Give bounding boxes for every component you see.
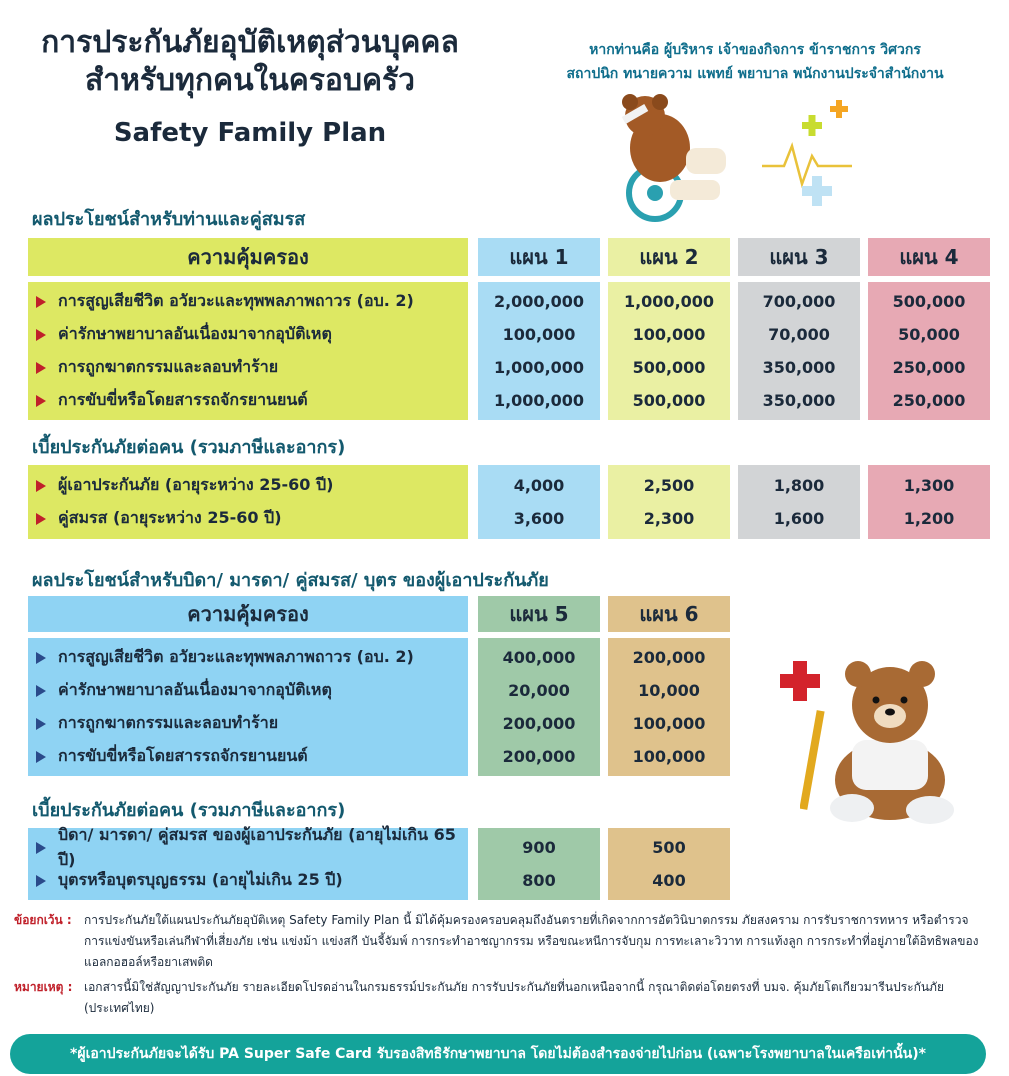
section2-heading: ผลประโยชน์สำหรับบิดา/ มารดา/ คู่สมรส/ บุตร ของผู้เอาประกันภัย xyxy=(32,570,549,591)
section1-premium-labels xyxy=(28,465,468,539)
red-triangle-icon xyxy=(36,362,46,374)
table-cell: 500,000 xyxy=(632,391,706,410)
section2-premium-heading: เบี้ยประกันภัยต่อคน (รวมภาษีและอากร) xyxy=(32,800,346,821)
table-cell: 100,000 xyxy=(632,747,706,766)
page-title xyxy=(40,24,460,100)
table-cell: 400 xyxy=(652,871,686,890)
list-item: การขับขี่หรือโดยสารรถจักรยานยนต์ xyxy=(28,384,468,417)
table-cell: 2,000,000 xyxy=(493,292,585,311)
plan2-values xyxy=(608,282,730,420)
table-cell: 400,000 xyxy=(502,648,576,667)
title-line-2: สำหรับทุกคนในครอบครัว xyxy=(84,63,416,98)
notes xyxy=(14,910,999,1019)
table-cell: 2,500 xyxy=(643,476,695,495)
section2-premium-labels xyxy=(28,824,468,900)
red-triangle-icon xyxy=(36,480,46,492)
blue-triangle-icon xyxy=(36,718,46,730)
plan4-header: แผน 4 xyxy=(868,238,990,276)
table-cell: 2,300 xyxy=(643,509,695,528)
table-cell: 1,600 xyxy=(773,509,825,528)
plan1-premiums xyxy=(478,465,600,539)
list-item: การถูกฆาตกรรมและลอบทำร้าย xyxy=(28,707,468,740)
plan3-header: แผน 3 xyxy=(738,238,860,276)
plan5-premiums xyxy=(478,828,600,900)
table-cell: 1,000,000 xyxy=(623,292,715,311)
list-item: บิดา/ มารดา/ คู่สมรส ของผู้เอาประกันภัย (อายุไม่เกิน 65 ปี) xyxy=(28,831,468,864)
plan1-values xyxy=(478,282,600,420)
remark-text: เอกสารนี้มิใช่สัญญาประกันภัย รายละเอียดโปรดอ่านในกรมธรรม์ประกันภัย การรับประกันภัยที่นอกเหนือจากนี้ กรุณาติดต่อโดยตรงที่ บมจ. คุ้มภัยโตเกียวมารีนประกันภัย (ประเทศไทย) xyxy=(84,980,944,1015)
table-cell: 200,000 xyxy=(502,747,576,766)
table-cell: 1,000,000 xyxy=(493,358,585,377)
table-cell: 500 xyxy=(652,838,686,857)
list-item: คู่สมรส (อายุระหว่าง 25-60 ปี) xyxy=(28,502,468,535)
table-cell: 200,000 xyxy=(632,648,706,667)
plan1-header: แผน 1 xyxy=(478,238,600,276)
plan6-values xyxy=(608,638,730,776)
table-cell: 100,000 xyxy=(632,325,706,344)
table-cell: 800 xyxy=(522,871,556,890)
table-cell: 900 xyxy=(522,838,556,857)
table-cell: 250,000 xyxy=(892,358,966,377)
section1-heading: ผลประโยชน์สำหรับท่านและคู่สมรส xyxy=(32,209,306,230)
table-cell: 3,600 xyxy=(513,509,565,528)
plan2-premiums xyxy=(608,465,730,539)
section1-premium-heading: เบี้ยประกันภัยต่อคน (รวมภาษีและอากร) xyxy=(32,437,346,458)
title-english: Safety Family Plan xyxy=(113,118,387,148)
plan6-header: แผน 6 xyxy=(608,596,730,632)
list-item: ค่ารักษาพยาบาลอันเนื่องมาจากอุบัติเหตุ xyxy=(28,318,468,351)
table-cell: 500,000 xyxy=(892,292,966,311)
table-cell: 1,800 xyxy=(773,476,825,495)
table-cell: 350,000 xyxy=(762,358,836,377)
plan6-premiums xyxy=(608,828,730,900)
teddy-bear-crutch-icon xyxy=(800,660,970,830)
teddy-bear-wheelchair-icon xyxy=(600,88,740,228)
table-cell: 700,000 xyxy=(762,292,836,311)
table-cell: 200,000 xyxy=(502,714,576,733)
red-triangle-icon xyxy=(36,395,46,407)
blue-triangle-icon xyxy=(36,875,46,887)
plan5-values xyxy=(478,638,600,776)
list-item: การสูญเสียชีวิต อวัยวะและทุพพลภาพถาวร (อบ. 2) xyxy=(28,641,468,674)
table-cell: 100,000 xyxy=(632,714,706,733)
table-cell: 1,300 xyxy=(903,476,955,495)
plan5-header: แผน 5 xyxy=(478,596,600,632)
blue-triangle-icon xyxy=(36,685,46,697)
plan4-premiums xyxy=(868,465,990,539)
plan3-premiums xyxy=(738,465,860,539)
table-cell: 250,000 xyxy=(892,391,966,410)
table-cell: 350,000 xyxy=(762,391,836,410)
table-cell: 20,000 xyxy=(508,681,570,700)
exclusion-note xyxy=(14,910,999,973)
remark-note xyxy=(14,977,999,1019)
list-item: การขับขี่หรือโดยสารรถจักรยานยนต์ xyxy=(28,740,468,773)
blue-triangle-icon xyxy=(36,751,46,763)
footer-banner: *ผู้เอาประกันภัยจะได้รับ PA Super Safe Card รับรองสิทธิรักษาพยาบาล โดยไม่ต้องสำรองจ่ายไปก่อน (เฉพาะโรงพยาบาลในเครือเท่านั้น)* xyxy=(10,1034,986,1074)
target-audience xyxy=(520,38,990,86)
exclusion-label: ข้อยกเว้น : xyxy=(14,913,72,927)
exclusion-text: การประกันภัยใต้แผนประกันภัยอุบัติเหตุ Safety Family Plan นี้ มิได้คุ้มครองครอบคลุมถึงอันตรายที่เกิดจากการอัตวินิบาตกรรม ภัยสงคราม การรับราชการทหาร หรือตำรวจ การแข่งขันหรือเล่นกีฬาที่เสี่ยงภัย เช่น แข่งม้า แข่งสกี บันจี้จัมพ์ การกระทำอาชญากรรม หรือขณะหนีการจับกุม การทะเลาะวิวาท การแท้งลูก การกระทำที่อยู่ภายใต้อิทธิพลของแอลกอฮอล์หรือยาเสพติด xyxy=(84,913,979,969)
table-cell: 4,000 xyxy=(513,476,565,495)
section1-benefit-labels xyxy=(28,282,468,420)
target-line-1: หากท่านคือ ผู้บริหาร เจ้าของกิจการ ข้าราชการ วิศวกร xyxy=(589,42,921,58)
list-item: การสูญเสียชีวิต อวัยวะและทุพพลภาพถาวร (อบ. 2) xyxy=(28,285,468,318)
heartbeat-plus-icon xyxy=(762,96,852,216)
table-cell: 1,200 xyxy=(903,509,955,528)
list-item: การถูกฆาตกรรมและลอบทำร้าย xyxy=(28,351,468,384)
list-item: บุตรหรือบุตรบุญธรรม (อายุไม่เกิน 25 ปี) xyxy=(28,864,468,897)
list-item: ค่ารักษาพยาบาลอันเนื่องมาจากอุบัติเหตุ xyxy=(28,674,468,707)
table-cell: 70,000 xyxy=(768,325,830,344)
red-triangle-icon xyxy=(36,329,46,341)
plan4-values xyxy=(868,282,990,420)
title-line-1: การประกันภัยอุบัติเหตุส่วนบุคคล xyxy=(41,25,459,60)
table-cell: 50,000 xyxy=(898,325,960,344)
section2-benefit-labels xyxy=(28,638,468,776)
plan2-header: แผน 2 xyxy=(608,238,730,276)
blue-triangle-icon xyxy=(36,652,46,664)
red-triangle-icon xyxy=(36,513,46,525)
table-cell: 1,000,000 xyxy=(493,391,585,410)
target-line-2: สถาปนิก ทนายความ แพทย์ พยาบาล พนักงานประจำสำนักงาน xyxy=(566,66,944,82)
coverage-header: ความคุ้มครอง xyxy=(28,238,468,276)
list-item: ผู้เอาประกันภัย (อายุระหว่าง 25-60 ปี) xyxy=(28,469,468,502)
red-triangle-icon xyxy=(36,296,46,308)
plan3-values xyxy=(738,282,860,420)
table-cell: 10,000 xyxy=(638,681,700,700)
table-cell: 500,000 xyxy=(632,358,706,377)
blue-triangle-icon xyxy=(36,842,46,854)
table-cell: 100,000 xyxy=(502,325,576,344)
remark-label: หมายเหตุ : xyxy=(14,980,73,994)
coverage-header-2: ความคุ้มครอง xyxy=(28,596,468,632)
